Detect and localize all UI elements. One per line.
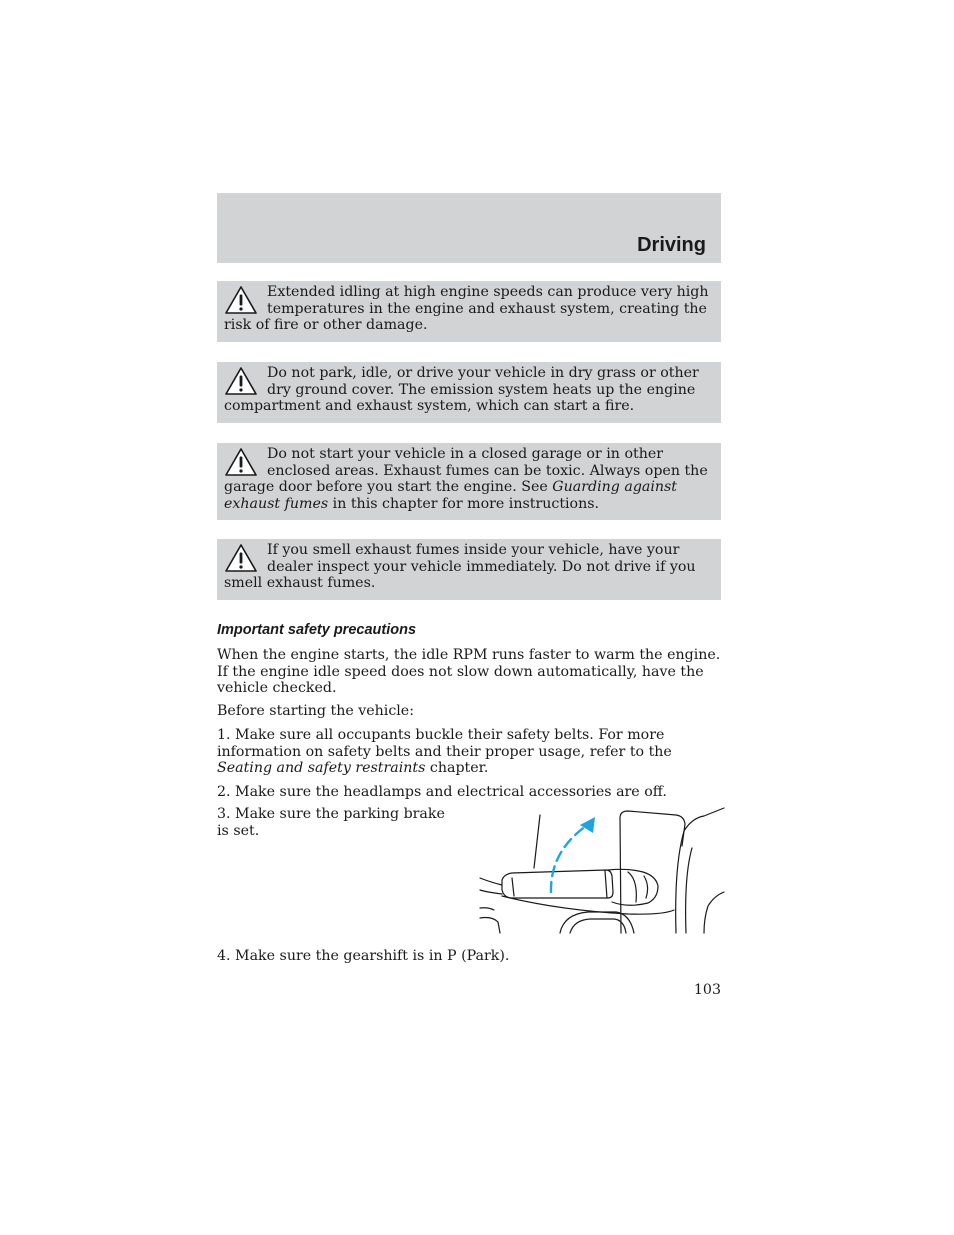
section-heading: Important safety precautions	[217, 622, 417, 638]
step-4: 4. Make sure the gearshift is in P (Park).	[217, 948, 510, 964]
warning-text	[224, 446, 708, 512]
page-number: 103	[693, 982, 721, 998]
warning-text: Do not park, idle, or drive your vehicle in dry grass or other dry ground cover. The emission system heats up the engine compartment and exhaust system, which can start a fire.	[224, 365, 699, 415]
parking-brake-illustration	[478, 806, 726, 936]
warning-triangle-icon	[224, 447, 258, 477]
warning-box-dry-grass	[217, 362, 721, 423]
step-2: 2. Make sure the headlamps and electrical accessories are off.	[217, 784, 667, 800]
step-1-text-end: chapter.	[425, 760, 489, 777]
warning-box-exhaust-smell	[217, 539, 721, 600]
warning-triangle-icon	[224, 285, 258, 315]
warning-text: If you smell exhaust fumes inside your vehicle, have your dealer inspect your vehicle immediately. Do not drive if you smell exhaust fumes.	[224, 542, 696, 592]
warning-box-idling	[217, 281, 721, 342]
warning-box-closed-garage	[217, 443, 721, 520]
warning-text-end: in this chapter for more instructions.	[328, 495, 600, 512]
warning-triangle-icon	[224, 543, 258, 573]
chapter-header	[217, 193, 721, 263]
seating-restraints-reference: Seating and safety restraints	[217, 760, 426, 777]
intro-paragraph: When the engine starts, the idle RPM runs faster to warm the engine. If the engine idle speed does not slow down automatically, have the vehicle checked.	[217, 647, 721, 697]
before-starting-label: Before starting the vehicle:	[217, 703, 414, 719]
chapter-title: Driving	[637, 234, 706, 256]
step-3: 3. Make sure the parking brake is set.	[217, 806, 445, 839]
cross-reference-link: Guarding against exhaust fumes	[224, 479, 678, 512]
step-1	[217, 727, 721, 777]
warning-text-start: Do not start your vehicle in a closed garage or in other enclosed areas. Exhaust fumes can be toxic. Always open the garage door before you start the engine. See	[224, 446, 708, 496]
warning-text: Extended idling at high engine speeds can produce very high temperatures in the engine and exhaust system, creating the risk of fire or other damage.	[224, 284, 709, 334]
step-1-text: 1. Make sure all occupants buckle their safety belts. For more information on safety belts and their proper usage, refer to the	[217, 727, 672, 760]
warning-triangle-icon	[224, 366, 258, 396]
